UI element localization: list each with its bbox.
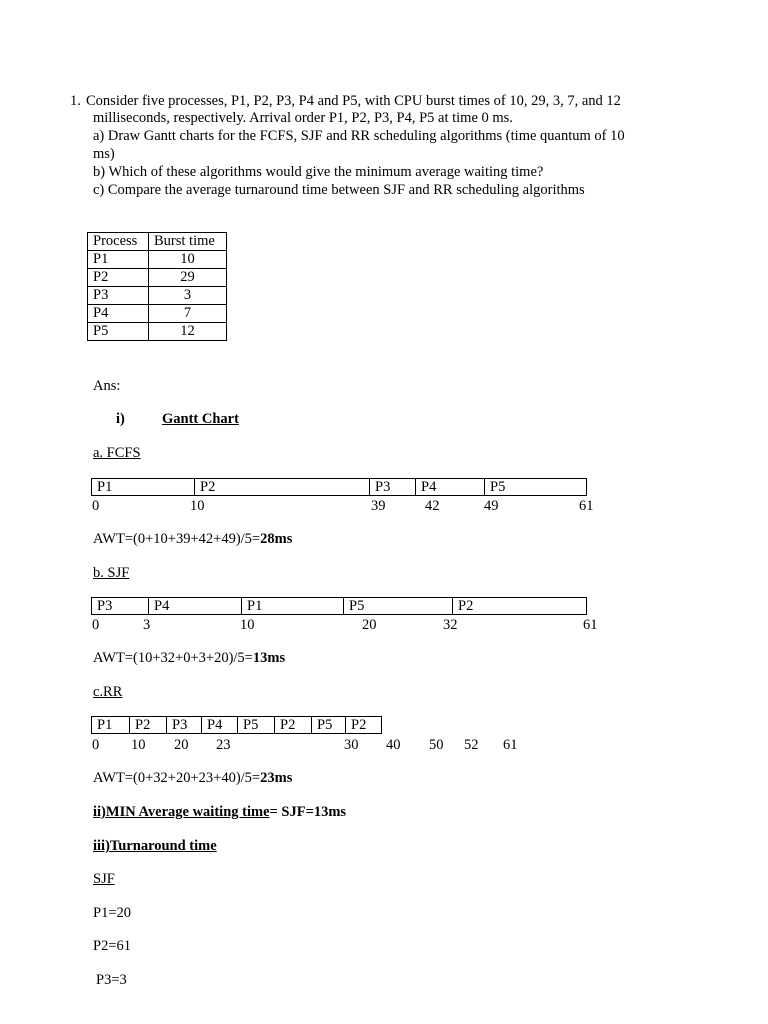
fcfs-label: a. FCFS [93, 445, 141, 461]
gantt-segment: P4 [201, 717, 237, 733]
gantt-segment: P5 [311, 717, 345, 733]
awt-value: 13ms [252, 650, 286, 666]
gantt-tick: 0 [92, 617, 100, 633]
table-cell: P2 [88, 269, 149, 287]
gantt-tick: 61 [583, 617, 598, 633]
gantt-tick: 61 [579, 498, 594, 514]
table-header: Burst time [149, 233, 227, 251]
rr-label: c.RR [93, 684, 123, 700]
turnaround-sjf-label: SJF [93, 871, 115, 887]
awt-expression: AWT=(10+32+0+3+20)/5= [93, 650, 253, 666]
gantt-segment: P2 [194, 479, 370, 495]
table-header-row [88, 233, 227, 251]
table-cell: 10 [149, 251, 227, 269]
sjf-awt [93, 650, 285, 667]
gantt-segment: P3 [166, 717, 201, 733]
table-cell: P3 [88, 287, 149, 305]
gantt-tick: 0 [92, 498, 100, 514]
rr-gantt-bar [91, 716, 382, 734]
turnaround-item: P1=20 [93, 905, 131, 921]
gantt-segment: P5 [237, 717, 274, 733]
gantt-tick: 10 [240, 617, 255, 633]
gantt-segment: P4 [415, 479, 484, 495]
gantt-segment: P3 [369, 479, 415, 495]
gantt-tick: 61 [503, 737, 518, 753]
table-row [88, 269, 227, 287]
gantt-tick: 20 [174, 737, 189, 753]
table-cell: 7 [149, 305, 227, 323]
gantt-tick: 20 [362, 617, 377, 633]
turnaround-item: P2=61 [93, 938, 131, 954]
section-iii-label: iii)Turnaround time [93, 838, 217, 854]
gantt-segment: P2 [129, 717, 166, 733]
gantt-segment: P4 [148, 598, 241, 614]
gantt-tick: 42 [425, 498, 440, 514]
gantt-segment: P1 [241, 598, 343, 614]
rr-awt [93, 770, 292, 787]
gantt-tick: 50 [429, 737, 444, 753]
table-row [88, 287, 227, 305]
fcfs-awt [93, 531, 292, 548]
question-line-6: c) Compare the average turnaround time between SJF and RR scheduling algorithms [93, 182, 585, 198]
gantt-segment: P1 [97, 717, 113, 733]
section-i-title: Gantt Chart [162, 411, 239, 427]
gantt-tick: 52 [464, 737, 479, 753]
table-row [88, 305, 227, 323]
question-number: 1. [70, 93, 81, 109]
section-ii-label: ii)MIN Average waiting time [93, 804, 270, 820]
gantt-segment: P3 [97, 598, 113, 614]
table-cell: P1 [88, 251, 149, 269]
awt-value: 23ms [260, 770, 293, 786]
ans-label: Ans: [93, 378, 121, 394]
gantt-tick: 40 [386, 737, 401, 753]
sjf-label: b. SJF [93, 565, 130, 581]
gantt-tick: 32 [443, 617, 458, 633]
sjf-gantt-bar [91, 597, 587, 615]
burst-time-table [87, 232, 227, 341]
gantt-tick: 39 [371, 498, 386, 514]
question-line-3: a) Draw Gantt charts for the FCFS, SJF and RR scheduling algorithms (time quantum of 10 [93, 128, 625, 144]
table-cell: P5 [88, 323, 149, 341]
section-ii [93, 804, 346, 821]
gantt-segment: P2 [274, 717, 311, 733]
gantt-segment: P5 [343, 598, 452, 614]
gantt-tick: 49 [484, 498, 499, 514]
table-cell: 12 [149, 323, 227, 341]
gantt-segment: P2 [452, 598, 586, 614]
gantt-tick: 3 [143, 617, 151, 633]
gantt-tick: 30 [344, 737, 359, 753]
turnaround-item: P3=3 [96, 972, 127, 988]
table-row [88, 251, 227, 269]
fcfs-gantt-bar [91, 478, 587, 496]
table-row [88, 323, 227, 341]
question-line-2: milliseconds, respectively. Arrival order P1, P2, P3, P4, P5 at time 0 ms. [93, 110, 513, 126]
question-line-5: b) Which of these algorithms would give the minimum average waiting time? [93, 164, 544, 180]
gantt-segment: P1 [97, 479, 113, 495]
gantt-tick: 10 [190, 498, 205, 514]
table-cell: P4 [88, 305, 149, 323]
awt-expression: AWT=(0+10+39+42+49)/5= [93, 531, 261, 547]
section-i-number: i) [116, 411, 125, 427]
gantt-tick: 23 [216, 737, 231, 753]
table-cell: 3 [149, 287, 227, 305]
table-cell: 29 [149, 269, 227, 287]
gantt-tick: 10 [131, 737, 146, 753]
section-ii-result: = SJF=13ms [269, 804, 347, 820]
gantt-segment: P5 [484, 479, 586, 495]
question-line-4: ms) [93, 146, 115, 162]
gantt-segment: P2 [345, 717, 381, 733]
gantt-tick: 0 [92, 737, 100, 753]
awt-value: 28ms [260, 531, 293, 547]
awt-expression: AWT=(0+32+20+23+40)/5= [93, 770, 261, 786]
table-header: Process [88, 233, 149, 251]
question-line-1: Consider five processes, P1, P2, P3, P4 and P5, with CPU burst times of 10, 29, 3, 7, and 12 [86, 93, 621, 109]
